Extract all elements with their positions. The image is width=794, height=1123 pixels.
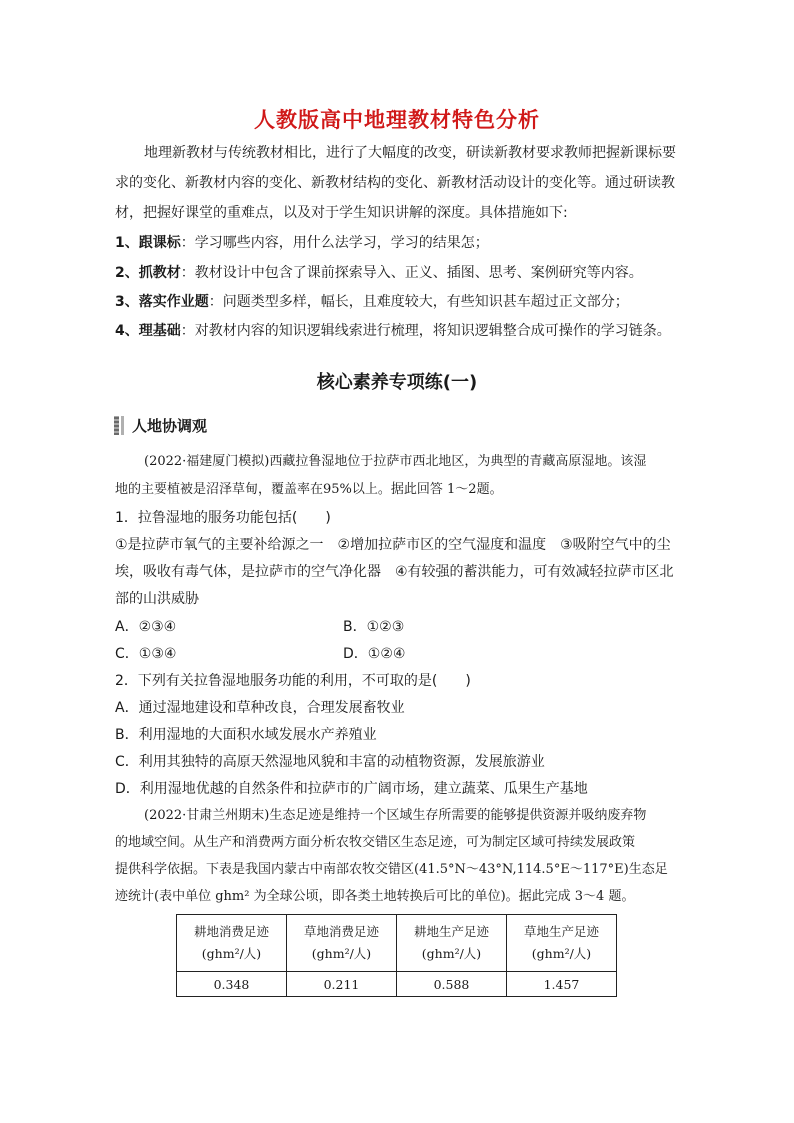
- measure-label: 2、抓教材: [115, 265, 181, 281]
- header-unit: (ghm²/人): [311, 946, 372, 961]
- q1-option-a: A．②③④: [115, 619, 177, 635]
- passage2-line-1: (2022·甘肃兰州期末)生态足迹是维持一个区域生存所需要的能够提供资源并吸纳废弃物: [144, 808, 647, 823]
- q1-item-line-3: 部的山洪威胁: [115, 591, 199, 607]
- header-name: 耕地消费足迹: [193, 924, 269, 939]
- passage1-line-1: (2022·福建厦门模拟)西藏拉鲁湿地位于拉萨市西北地区，为典型的青藏高原湿地。该湿: [144, 454, 647, 469]
- measure-label: 4、理基础: [115, 323, 181, 339]
- header-unit: (ghm²/人): [421, 946, 482, 961]
- table-cell: 0.348: [177, 972, 287, 997]
- q1-item-line-2: 埃，吸收有毒气体，是拉萨市的空气净化器 ④有较强的蓄洪能力，可有效减轻拉萨市区北: [115, 564, 674, 580]
- table-header-cell: [397, 915, 507, 972]
- measure-item-3: [115, 292, 629, 312]
- passage2-line-3: 提供科学依据。下表是我国内蒙古中南部农牧交错区(41.5°N～43°N,114.5°E～117°E)生态足: [115, 862, 668, 877]
- measure-label: 3、落实作业题: [115, 294, 209, 310]
- section-title: 核心素养专项练(一): [316, 372, 478, 393]
- q2-stem: 2．下列有关拉鲁湿地服务功能的利用，不可取的是( ): [115, 673, 471, 689]
- q1-option-b: B．①②③: [343, 619, 405, 635]
- intro-line-2: 求的变化、新教材内容的变化、新教材结构的变化、新教材活动设计的变化等。通过研读教: [115, 175, 675, 191]
- measure-text: ：学习哪些内容，用什么法学习，学习的结果怎；: [180, 235, 489, 251]
- tag-marker-icon: [121, 416, 124, 435]
- q2-option-d: D．利用湿地优越的自然条件和拉萨市的广阔市场，建立蔬菜、瓜果生产基地: [115, 781, 588, 797]
- tag-marker-icon: [114, 416, 119, 435]
- passage1-line-2: 地的主要植被是沼泽草甸，覆盖率在95%以上。据此回答 1～2题。: [115, 482, 503, 497]
- table-cell: 0.588: [397, 972, 507, 997]
- q1-option-c: C．①③④: [115, 646, 177, 662]
- measure-item-2: [115, 263, 643, 283]
- measure-label: 1、跟课标: [115, 235, 181, 251]
- measure-text: ：问题类型多样，幅长，且难度较大，有些知识甚车超过正文部分；: [208, 294, 629, 310]
- table-header-row: [177, 915, 617, 972]
- header-unit: (ghm²/人): [201, 946, 262, 961]
- table-header-cell: [507, 915, 617, 972]
- measure-text: ：对教材内容的知识逻辑线索进行梳理，将知识逻辑整合成可操作的学习链条。: [180, 323, 671, 339]
- measure-item-1: [115, 233, 489, 253]
- tag-label: 人地协调观: [132, 416, 208, 435]
- header-name: 耕地生产足迹: [413, 924, 489, 939]
- q1-stem: 1．拉鲁湿地的服务功能包括( ): [115, 510, 331, 526]
- page-title: 人教版高中地理教材特色分析: [254, 108, 540, 132]
- intro-line-1: 地理新教材与传统教材相比，进行了大幅度的改变，研读新教材要求教师把握新课标要: [144, 145, 676, 161]
- q1-item-line-1: ①是拉萨市氧气的主要补给源之一 ②增加拉萨市区的空气湿度和温度 ③吸附空气中的尘: [115, 537, 671, 553]
- section-tag: [114, 414, 207, 436]
- table-row: [177, 972, 617, 997]
- q2-option-b: B．利用湿地的大面积水域发展水产养殖业: [115, 727, 377, 743]
- passage2-line-4: 迹统计(表中单位 ghm² 为全球公顷，即各类土地转换后可比的单位)。据此完成 3～4 题。: [115, 889, 635, 904]
- q1-option-d: D．①②④: [343, 646, 406, 662]
- q2-option-c: C．利用其独特的高原天然湿地风貌和丰富的动植物资源，发展旅游业: [115, 754, 545, 770]
- table-cell: 1.457: [507, 972, 617, 997]
- header-name: 草地消费足迹: [303, 924, 379, 939]
- header-unit: (ghm²/人): [531, 946, 592, 961]
- measure-text: ：教材设计中包含了课前探索导入、正义、插图、思考、案例研究等内容。: [180, 265, 643, 281]
- table-header-cell: [287, 915, 397, 972]
- passage2-line-2: 的地域空间。从生产和消费两方面分析农牧交错区生态足迹，可为制定区域可持续发展政策: [115, 835, 636, 850]
- measure-item-4: [115, 321, 671, 341]
- table-cell: 0.211: [287, 972, 397, 997]
- footprint-table: [176, 914, 617, 997]
- header-name: 草地生产足迹: [523, 924, 599, 939]
- q2-option-a: A．通过湿地建设和草种改良，合理发展畜牧业: [115, 700, 405, 716]
- table-header-cell: [177, 915, 287, 972]
- intro-line-3: 材，把握好课堂的重难点，以及对于学生知识讲解的深度。具体措施如下:: [115, 205, 568, 221]
